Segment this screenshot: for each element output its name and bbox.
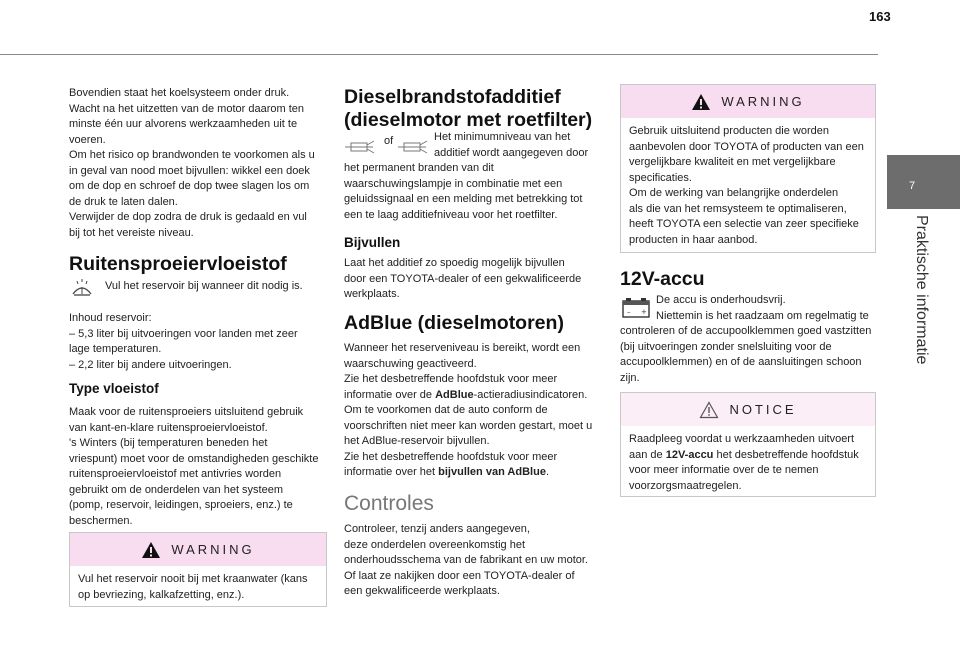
warning-label: WARNING bbox=[721, 94, 805, 109]
fluid-type-text: Maak voor de ruitensproeiers uitsluitend gebruik van kant-en-klare ruitensproeiervloeistof. 's Winters (bij temperaturen beneden het vriespunt) moet voor de omstandigheden geschikte ruitensproeiervloeistof met antivries worden gebruikt om de onderdelen van het systeem (pomp, reservoir, leidingen, sproeiers, enz.) te beschermen. bbox=[69, 406, 319, 527]
additive-level-text: Het minimumniveau van het additief wordt aangegeven door bbox=[434, 131, 589, 159]
coolant-pressure-text: Bovendien staat het koelsysteem onder druk. Wacht na het uitzetten van de motor daarom ten minste één uur alvorens werkzaamheden uit te voeren. Om het risico op brandwonden te voorkomen als u in geval van nood moet bijvullen: wikkel een doek om de dop en schroef de dop twee slagen los om de druk te laten dalen. Verwijder de dop zodra de druk is gedaald en vul bij tot het vereiste niveau. bbox=[69, 87, 315, 239]
warning-header bbox=[70, 533, 326, 566]
additive-warning-text: het permanent branden van dit waarschuwingslampje in combinatie met een geluidssignaal en een melding met betrekking tot een te laag additiefniveau voor het roetfilter. bbox=[344, 162, 583, 221]
battery-notice-box bbox=[620, 392, 876, 497]
refill-heading: Bijvullen bbox=[344, 235, 401, 250]
fuel-additive-alt-icon bbox=[396, 138, 430, 156]
warning-header bbox=[621, 85, 875, 118]
adblue-text: Wanneer het reserveniveau is bereikt, wordt een waarschuwing geactiveerd. Zie het desbetreffende hoofdstuk voor meer informatie over de AdBlue-actieradiusindicatoren. Om te voorkomen dat de auto conform de voorschriften niet meer kan worden gestart, moet u het AdBlue-reservoir bijvullen. Zie het desbetreffende hoofdstuk voor meer informatie over het bijvullen van AdBlue. bbox=[344, 342, 593, 478]
fuel-additive-icon bbox=[343, 138, 377, 156]
reservoir-capacity-text: Inhoud reservoir: – 5,3 liter bij uitvoeringen voor landen met zeer lage temperaturen. – 2,2 liter bij andere uitvoeringen. bbox=[69, 312, 298, 371]
notice-text: Raadpleeg voordat u werkzaamheden uitvoert aan de 12V-accu het desbetreffende hoofdstuk voor meer informatie over de te nemen voorzorgsmaatregelen. bbox=[629, 433, 859, 492]
warning-text: Vul het reservoir nooit bij met kraanwater (kans op bevriezing, kalkafzetting, enz.). bbox=[78, 573, 308, 601]
or-word: of bbox=[384, 135, 394, 147]
washer-warning-box bbox=[69, 532, 327, 607]
battery-heading: 12V-accu bbox=[620, 268, 705, 290]
warning-label: WARNING bbox=[171, 542, 255, 557]
page-number: 163 bbox=[869, 9, 891, 24]
notice-triangle-icon bbox=[699, 401, 719, 419]
top-divider bbox=[0, 54, 878, 55]
refill-text: Laat het additief zo spoedig mogelijk bijvullen door een TOYOTA-dealer of een gekwalificeerde werkplaats. bbox=[344, 257, 582, 300]
products-warning-box bbox=[620, 84, 876, 253]
notice-label: NOTICE bbox=[729, 402, 797, 417]
washer-reservoir-icon bbox=[70, 278, 94, 298]
chapter-number: 7 bbox=[908, 180, 916, 192]
adblue-heading: AdBlue (dieselmotoren) bbox=[344, 312, 564, 334]
controls-text: Controleer, tenzij anders aangegeven, deze onderdelen overeenkomstig het onderhoudsschema van de fabrikant en uw motor. Of laat ze nakijken door een TOYOTA-dealer of een gekwalificeerde werkplaats. bbox=[344, 523, 588, 597]
warning-text: Gebruik uitsluitend producten die worden aanbevolen door TOYOTA of producten van een vergelijkbare kwaliteit en met vergelijkbare specificaties. Om de werking van belangrijke onderdelen als die van het remsysteem te optimaliseren, heeft TOYOTA een selectie van zeer specifieke producten in haar aanbod. bbox=[629, 125, 864, 246]
controls-heading: Controles bbox=[344, 492, 434, 515]
warning-triangle-icon bbox=[691, 93, 711, 111]
chapter-tab[interactable] bbox=[887, 155, 960, 209]
svg-text:–: – bbox=[627, 308, 631, 316]
washer-fluid-heading: Ruitensproeiervloeistof bbox=[69, 253, 287, 275]
chapter-title: Praktische informatie bbox=[913, 215, 930, 365]
diesel-additive-heading-1: Dieselbrandstofadditief bbox=[344, 86, 561, 108]
svg-text:+: + bbox=[641, 308, 647, 316]
battery-maintenance-text: De accu is onderhoudsvrij. Niettemin is het raadzaam om regelmatig te bbox=[656, 294, 869, 322]
washer-refill-text: Vul het reservoir bij wanneer dit nodig is. bbox=[105, 280, 303, 292]
diesel-additive-heading-2: (dieselmotor met roetfilter) bbox=[344, 109, 593, 131]
warning-triangle-icon bbox=[141, 541, 161, 559]
battery-check-text: controleren of de accupoolklemmen goed vastzitten (bij uitvoeringen zonder snelsluiting voor de accupoolklemmen) en of de aansluitingen schoon zijn. bbox=[620, 325, 872, 384]
fluid-type-heading: Type vloeistof bbox=[69, 381, 159, 396]
notice-header bbox=[621, 393, 875, 426]
battery-icon bbox=[621, 295, 651, 319]
